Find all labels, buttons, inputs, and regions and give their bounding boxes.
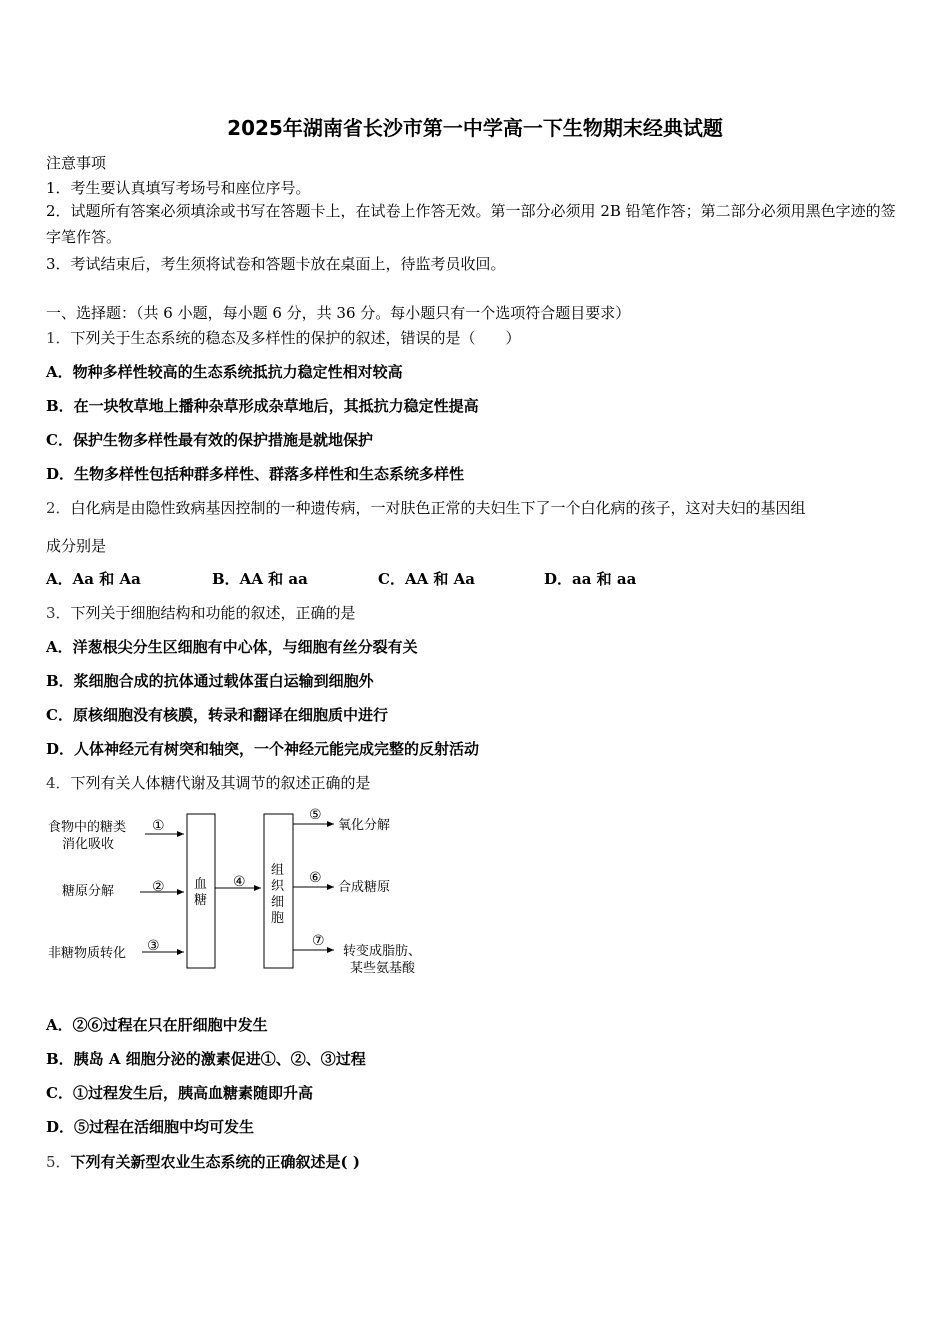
output-label-amino-acids: 某些氨基酸 (350, 961, 416, 976)
section-heading: 一、选择题：（共 6 小题，每小题 6 分，共 36 分。每小题只有一个选项符合题目要求） (46, 304, 631, 322)
option-d: D．aa 和 aa (544, 570, 637, 588)
output-label-oxidation: 氧化分解 (338, 818, 391, 833)
cell-box-char-2: 织 (271, 879, 285, 894)
input-label-food-sugar: 食物中的糖类 (48, 820, 127, 835)
question-2 (46, 497, 806, 518)
mark-4: ④ (233, 874, 246, 890)
question-number: 3． (46, 604, 71, 622)
option-b: B．浆细胞合成的抗体通过载体蛋白运输到细胞外 (46, 672, 374, 690)
input-label-glycogenolysis: 糖原分解 (62, 884, 115, 899)
question-stem: 下列关于生态系统的稳态及多样性的保护的叙述，错误的是（ ） (70, 329, 521, 347)
glucose-metabolism-diagram (40, 800, 440, 985)
question-3 (46, 602, 356, 623)
mark-7: ⑦ (312, 933, 325, 949)
cell-box-char-4: 胞 (271, 911, 285, 926)
output-label-convert-fat: 转变成脂肪、 (343, 944, 422, 959)
option-a: A．洋葱根尖分生区细胞有中心体，与细胞有丝分裂有关 (46, 638, 418, 656)
mark-1: ① (152, 818, 165, 834)
option-b: B．胰岛 A 细胞分泌的激素促进①、②、③过程 (46, 1050, 366, 1068)
question-number: 5． (46, 1153, 71, 1171)
notice-heading: 注意事项 (46, 154, 107, 172)
question-1 (46, 327, 521, 348)
question-5 (46, 1151, 360, 1172)
notice-item-2: 2．试题所有答案必须填涂或书写在答题卡上，在试卷上作答无效。第一部分必须用 2B 铅笔作答；第二部分必须用黑色字迹的签字笔作答。 (46, 202, 896, 246)
page-title: 2025年湖南省长沙市第一中学高一下生物期末经典试题 (227, 116, 723, 140)
notice-item-3: 3．考试结束后，考生须将试卷和答题卡放在桌面上，待监考员收回。 (46, 255, 506, 273)
cell-box-char-3: 细 (271, 895, 285, 910)
mark-3: ③ (147, 938, 160, 954)
input-label-digest: 消化吸收 (62, 837, 115, 852)
option-d: D．⑤过程在活细胞中均可发生 (46, 1118, 255, 1136)
cell-box-char-1: 组 (271, 863, 285, 878)
mark-6: ⑥ (309, 870, 322, 886)
question-number: 4． (46, 774, 71, 792)
question-number: 2． (46, 499, 71, 517)
notice-item-1: 1．考生要认真填写考场号和座位序号。 (46, 179, 311, 197)
question-stem-line1: 白化病是由隐性致病基因控制的一种遗传病，一对肤色正常的夫妇生下了一个白化病的孩子，这对夫妇的基因组 (70, 499, 806, 517)
option-a: A．物种多样性较高的生态系统抵抗力稳定性相对较高 (46, 363, 403, 381)
option-d: D．人体神经元有树突和轴突，一个神经元能完成完整的反射活动 (46, 740, 480, 758)
option-d: D．生物多样性包括种群多样性、群落多样性和生态系统多样性 (46, 465, 465, 483)
question-stem: 下列关于细胞结构和功能的叙述，正确的是 (70, 604, 356, 622)
option-c: C．原核细胞没有核膜，转录和翻译在细胞质中进行 (46, 706, 388, 724)
option-c: C．保护生物多样性最有效的保护措施是就地保护 (46, 431, 373, 449)
option-a: A．②⑥过程在只在肝细胞中发生 (46, 1016, 268, 1034)
question-number: 1． (46, 329, 71, 347)
question-4 (46, 772, 371, 793)
option-a: A．Aa 和 Aa (46, 570, 141, 588)
mark-2: ② (152, 879, 165, 895)
blood-box-char-1: 血 (194, 877, 208, 892)
input-label-gluconeogenesis: 非糖物质转化 (48, 946, 127, 961)
option-b: B．AA 和 aa (212, 570, 308, 588)
mark-5: ⑤ (309, 807, 322, 823)
options-row (46, 568, 710, 589)
option-b: B．在一块牧草地上播种杂草形成杂草地后，其抵抗力稳定性提高 (46, 397, 479, 415)
option-c: C．①过程发生后，胰高血糖素随即升高 (46, 1084, 313, 1102)
question-stem: 下列有关人体糖代谢及其调节的叙述正确的是 (70, 774, 371, 792)
question-stem: 下列有关新型农业生态系统的正确叙述是( ) (70, 1153, 360, 1171)
output-label-glycogenesis: 合成糖原 (338, 880, 391, 895)
blood-box-char-2: 糖 (194, 893, 208, 908)
option-c: C．AA 和 Aa (378, 570, 476, 588)
question-stem-line2: 成分别是 (46, 537, 107, 555)
